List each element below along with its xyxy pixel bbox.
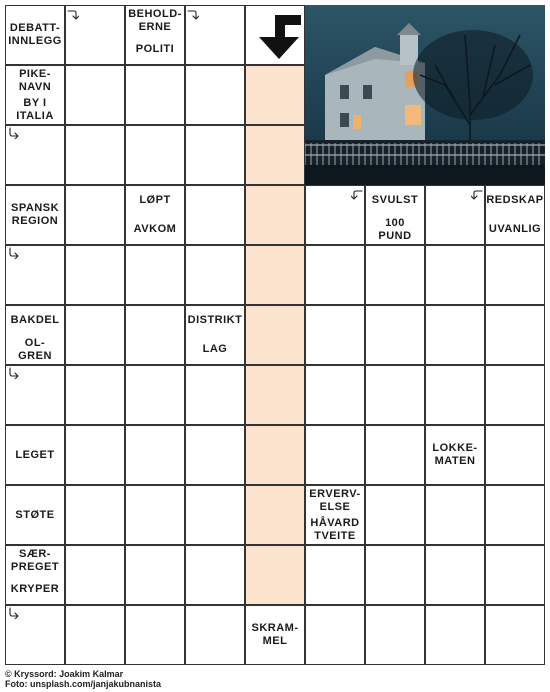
answer-cell[interactable] — [65, 425, 125, 485]
answer-cell[interactable] — [125, 545, 185, 605]
answer-cell[interactable] — [65, 185, 125, 245]
clue-avkom: AVKOM — [126, 215, 184, 244]
answer-cell[interactable] — [485, 365, 545, 425]
answer-cell[interactable] — [185, 185, 245, 245]
answer-cell[interactable] — [425, 485, 485, 545]
answer-cell[interactable] — [65, 65, 125, 125]
answer-cell[interactable] — [125, 425, 185, 485]
answer-cell[interactable] — [185, 65, 245, 125]
clue-ervervelse: ERVERV- ELSE — [306, 486, 364, 515]
answer-cell[interactable] — [245, 125, 305, 185]
clue-direction-arrow-icon — [351, 188, 363, 200]
answer-cell[interactable] — [245, 545, 305, 605]
answer-cell[interactable] — [125, 485, 185, 545]
answer-cell[interactable] — [125, 305, 185, 365]
answer-cell[interactable] — [65, 545, 125, 605]
clue-redskap: REDSKAP — [486, 186, 544, 215]
clue-havard-tveite: HÅVARD TVEITE — [306, 515, 364, 544]
answer-cell[interactable] — [245, 305, 305, 365]
clue-stote: STØTE — [6, 486, 64, 544]
answer-cell[interactable] — [125, 125, 185, 185]
clue-lopt: LØPT — [126, 186, 184, 215]
answer-cell[interactable] — [65, 605, 125, 665]
answer-cell[interactable] — [185, 245, 245, 305]
answer-cell[interactable] — [485, 245, 545, 305]
answer-cell[interactable] — [185, 365, 245, 425]
clue-debattinnlegg: DEBATT- INNLEGG — [6, 6, 64, 64]
answer-cell[interactable] — [185, 545, 245, 605]
clue-100-pund: 100 PUND — [366, 215, 424, 244]
clue-direction-arrow-icon — [7, 367, 19, 379]
answer-cell[interactable] — [305, 545, 365, 605]
answer-cell[interactable] — [305, 245, 365, 305]
credits — [5, 669, 161, 689]
answer-cell[interactable] — [425, 245, 485, 305]
answer-cell[interactable] — [365, 605, 425, 665]
answer-cell[interactable] — [365, 485, 425, 545]
clue-uvanlig: UVANLIG — [486, 215, 544, 244]
crossword-grid — [5, 5, 545, 665]
answer-cell[interactable] — [125, 605, 185, 665]
crossword-photo — [305, 5, 545, 185]
answer-cell[interactable] — [425, 605, 485, 665]
clue-olgren: OL- GREN — [6, 335, 64, 364]
answer-cell[interactable] — [365, 245, 425, 305]
answer-cell[interactable] — [485, 305, 545, 365]
clue-distrikt: DISTRIKT — [186, 306, 244, 335]
answer-cell[interactable] — [305, 365, 365, 425]
answer-cell[interactable] — [185, 425, 245, 485]
answer-cell[interactable] — [245, 185, 305, 245]
answer-cell[interactable] — [425, 545, 485, 605]
clue-saerpreget: SÆR- PREGET — [6, 546, 64, 575]
answer-cell[interactable] — [305, 305, 365, 365]
answer-cell[interactable] — [365, 425, 425, 485]
clue-lokkematen: LOKKE- MATEN — [426, 426, 484, 484]
clue-direction-arrow-icon — [471, 188, 483, 200]
clue-pikenavn: PIKE- NAVN — [6, 66, 64, 95]
answer-cell[interactable] — [245, 245, 305, 305]
answer-cell[interactable] — [245, 365, 305, 425]
credits-author: © Kryssord: Joakim Kalmar — [5, 669, 124, 679]
answer-cell[interactable] — [185, 605, 245, 665]
clue-beholderne: BEHOLD- ERNE — [126, 6, 184, 35]
clue-spansk-region: SPANSK REGION — [6, 186, 64, 244]
answer-cell[interactable] — [485, 485, 545, 545]
answer-cell[interactable] — [425, 305, 485, 365]
clue-kryper: KRYPER — [6, 575, 64, 604]
clue-politi: POLITI — [126, 35, 184, 64]
clue-direction-arrow-icon — [67, 8, 79, 20]
answer-cell[interactable] — [65, 365, 125, 425]
clue-direction-arrow-icon — [187, 8, 199, 20]
answer-cell[interactable] — [185, 485, 245, 545]
answer-cell[interactable] — [125, 245, 185, 305]
answer-cell[interactable] — [65, 245, 125, 305]
answer-cell[interactable] — [65, 305, 125, 365]
answer-cell[interactable] — [305, 605, 365, 665]
answer-cell[interactable] — [125, 365, 185, 425]
clue-by-i-italia: BY I ITALIA — [6, 95, 64, 124]
answer-cell[interactable] — [485, 605, 545, 665]
answer-cell[interactable] — [485, 545, 545, 605]
answer-cell[interactable] — [65, 125, 125, 185]
clue-direction-arrow-icon — [7, 607, 19, 619]
answer-cell[interactable] — [365, 545, 425, 605]
answer-cell[interactable] — [185, 125, 245, 185]
clue-skrammel: SKRAM- MEL — [246, 606, 304, 664]
clue-svulst: SVULST — [366, 186, 424, 215]
answer-cell[interactable] — [125, 65, 185, 125]
answer-cell[interactable] — [365, 305, 425, 365]
credits-photo: Foto: unsplash.com/janjakubnanista — [5, 679, 162, 689]
answer-cell[interactable] — [305, 425, 365, 485]
clue-lag: LAG — [186, 335, 244, 364]
clue-leget: LEGET — [6, 426, 64, 484]
clue-bakdel: BAKDEL — [6, 306, 64, 335]
answer-cell[interactable] — [65, 485, 125, 545]
answer-cell[interactable] — [245, 65, 305, 125]
answer-cell[interactable] — [245, 485, 305, 545]
clue-direction-arrow-icon — [7, 247, 19, 259]
answer-cell[interactable] — [485, 425, 545, 485]
answer-cell[interactable] — [365, 365, 425, 425]
clue-direction-arrow-icon — [7, 127, 19, 139]
solution-column-arrow-icon — [251, 11, 301, 61]
answer-cell[interactable] — [425, 365, 485, 425]
answer-cell[interactable] — [245, 425, 305, 485]
